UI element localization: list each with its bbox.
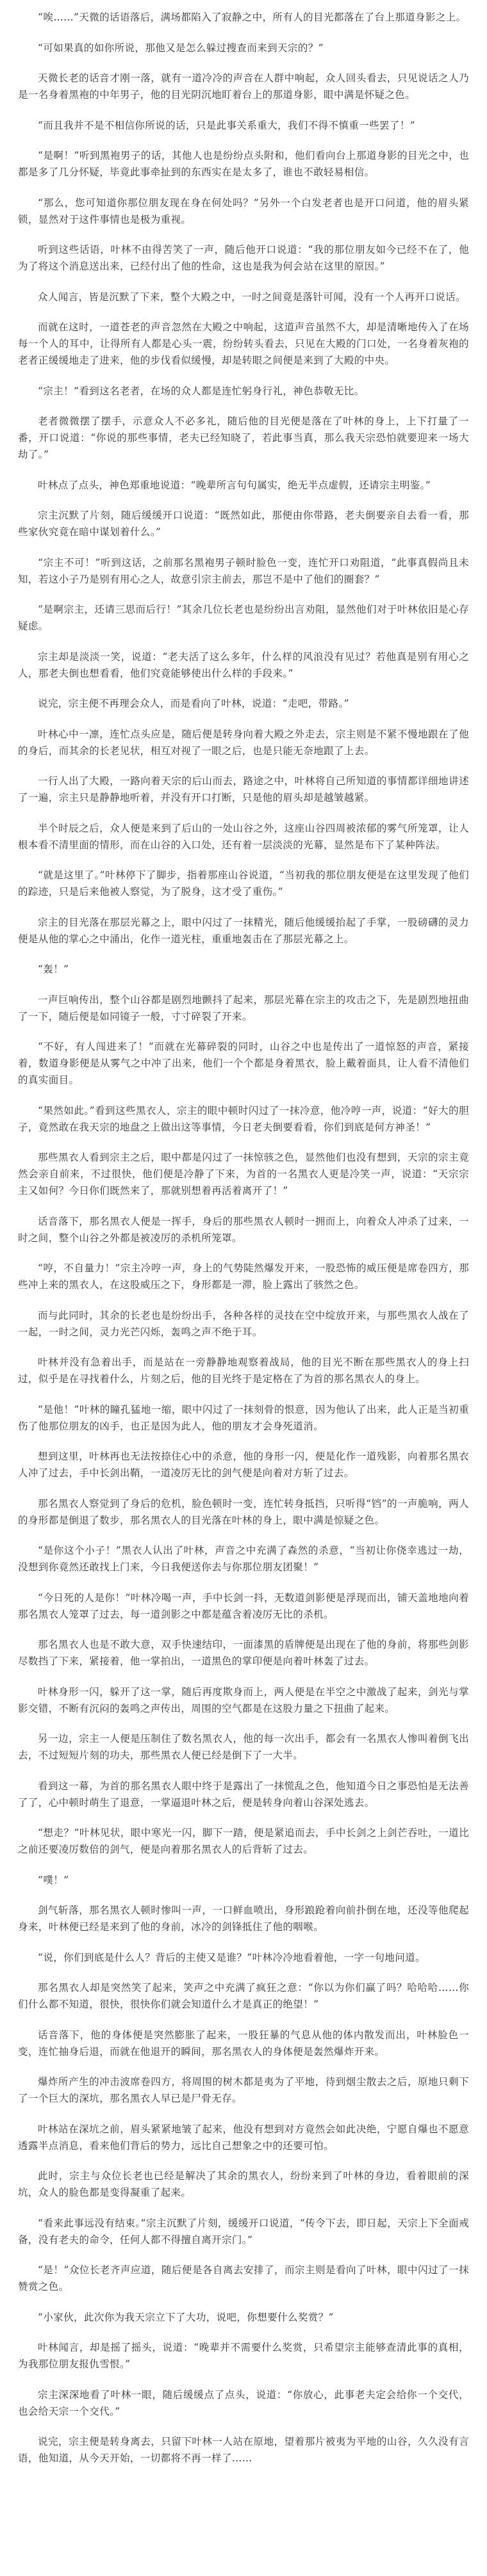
story-paragraph: “那么，您可知道你那位朋友现在身在何处吗？”另外一个白发老者也是开口问道，他的眉头紧锁，显然对于这件事情也是极为重视。 [18, 197, 469, 225]
story-paragraph: “轰！” [38, 963, 69, 975]
story-paragraph: 叶林身形一闪，躲开了这一掌，随后再度欺身而上，两人便是在半空之中激战了起来，剑光与掌影交错，不断有沉闷的轰鸣之声传出，周围的空气都是在这股力量之下扭曲了起来。 [18, 1686, 469, 1714]
story-paragraph: “而且我并不是不相信你所说的话，只是此事关系重大，我们不得不慎重一些罢了！” [38, 119, 416, 131]
story-paragraph: 宗主却是淡淡一笑，说道：“老夫活了这么多年，什么样的风浪没有见过？若他真是别有用心之人，那老夫倒也想看看，他们究竟能够使出什么样的手段来。” [18, 650, 469, 679]
story-paragraph: 天微长老的话音才刚一落，就有一道冷冷的声音在人群中响起，众人回头看去，只见说话之人乃是一名身着黑袍的中年男子，他的目光阴沉地盯着台上的那道身影，眼中满是怀疑之色。 [18, 72, 469, 101]
story-paragraph: 听到这些话语，叶林不由得苦笑了一声，随后他开口说道：“我的那位朋友如今已经不在了，他为了将这个消息送出来，已经付出了他的性命，这也是我为何会站在这里的原因。” [18, 244, 469, 272]
story-paragraph: “可如果真的如你所说，那他又是怎么躲过搜查而来到天宗的？” [38, 42, 324, 54]
story-paragraph: 想到这里，叶林再也无法按捺住心中的杀意，他的身形一闪，便是化作一道残影，向着那名黑衣人冲了过去，手中长剑出鞘，一道凌厉无比的剑气便是向着对方斩了过去。 [18, 1451, 469, 1479]
story-paragraph: 那名黑衣人也是不敢大意，双手快速结印，一面漆黑的盾牌便是出现在了他的身前，将那些剑影尽数挡了下来，紧接着，他一掌拍出，一道黑色的掌印便是向着叶林轰了过去。 [18, 1639, 469, 1667]
story-paragraph: “是他！”叶林的瞳孔猛地一缩，眼中闪过了一抹刻骨的恨意，因为他认了出来，此人正是当初重伤了他那位朋友的凶手，也正是因为此人，他的朋友才会身死道消。 [18, 1403, 469, 1432]
story-paragraph: 而就在这时，一道苍老的声音忽然在大殿之中响起，这道声音虽然不大，却是清晰地传入了在场每一个人的耳中，让得所有人都是心头一震，纷纷转头看去，只见在大殿的门口处，一名身着灰袍的老者正缓缓地走了进来，他的步伐看似缓慢，却是转眼之间便是来到了大殿的中央。 [18, 321, 469, 366]
story-paragraph: 叶林点了点头，神色郑重地说道：“晚辈所言句句属实，绝无半点虚假，还请宗主明鉴。” [38, 479, 431, 491]
story-paragraph: “是！”众位长老齐声应道，随后便是各自离去安排了，而宗主则是看向了叶林，眼中闪过了一抹赞赏之色。 [18, 2264, 469, 2292]
story-paragraph: 宗主深深地看了叶林一眼，随后缓缓点了点头，说道：“你放心，此事老夫定会给你一个交代，也会给天宗一个交代。” [18, 2388, 469, 2417]
story-paragraph: “宗主不可！”听到这话，之前那名黑袍男子顿时脸色一变，连忙开口劝阻道，“此事真假尚且未知，若这小子乃是别有用心之人，故意引宗主前去，那岂不是中了他们的圈套？” [18, 556, 469, 585]
story-paragraph: 一行人出了大殿，一路向着天宗的后山而去，路途之中，叶林将自己所知道的事情都详细地讲述了一遍，宗主只是静静地听着，并没有开口打断，只是他的眉头却是越皱越紧。 [18, 775, 469, 803]
story-paragraph: 另一边，宗主一人便是压制住了数名黑衣人，他的每一次出手，都会有一名黑衣人惨叫着倒飞出去，不过短短片刻的功夫，那些黑衣人便已经是倒下了一大半。 [18, 1733, 469, 1761]
story-paragraph: 话音落下，他的身体便是突然膨胀了起来，一股狂暴的气息从他的体内散发而出，叶林脸色一变，连忙抽身后退，而就在他退开的瞬间，那名黑衣人的身体便是轰然爆炸开来。 [18, 2029, 469, 2057]
story-paragraph: “果然如此。”看到这些黑衣人，宗主的眼中顿时闪过了一抹冷意，他冷哼一声，说道：“好大的胆子，竟然敢在我天宗的地盘之上做出这等事情，今日老夫倒要看看，你们到底是何方神圣！” [18, 1104, 469, 1133]
story-paragraph: “宗主！”看到这名老者，在场的众人都是连忙躬身行礼，神色恭敬无比。 [38, 385, 365, 397]
story-paragraph: “不好，有人闯进来了！”而就在光幕碎裂的同时，山谷之中也是传出了一道惊怒的声音，紧接着，数道身影便是从雾气之中冲了出来，他们一个个都是身着黑衣，脸上戴着面具，让人看不清他们的真实面目。 [18, 1041, 469, 1086]
story-paragraph: “噗！” [38, 1874, 69, 1886]
story-paragraph: 看到这一幕，为首的那名黑衣人眼中终于是露出了一抹慌乱之色，他知道今日之事恐怕是无法善了了，心中顿时萌生了退意，一掌逼退叶林之后，便是转身向着山谷深处逃去。 [18, 1780, 469, 1808]
story-paragraph: 叶林心中一凛，连忙点头应是，随后便是转身向着大殿之外走去，宗主则是不紧不慢地跟在了他的身后，而其余的长老见状，相互对视了一眼之后，也是只能无奈地跟了上去。 [18, 728, 469, 757]
story-paragraph: “今日死的人是你！”叶林冷喝一声，手中长剑一抖，无数道剑影便是浮现而出，铺天盖地地向着那名黑衣人笼罩了过去，每一道剑影之中都是蕴含着凌厉无比的杀机。 [18, 1591, 469, 1620]
story-paragraph: 爆炸所产生的冲击波席卷四方，将周围的树木都是夷为了平地，待到烟尘散去之后，原地只剩下了一个巨大的深坑，那名黑衣人早已是尸骨无存。 [18, 2076, 469, 2104]
story-paragraph: 而与此同时，其余的长老也是纷纷出手，各种各样的灵技在空中绽放开来，与那些黑衣人战在了一起，一时之间，灵力光芒闪烁，轰鸣之声不绝于耳。 [18, 1309, 469, 1338]
story-paragraph: 说完，宗主便不再理会众人，而是看向了叶林，说道：“走吧，带路。” [38, 698, 349, 709]
story-paragraph: 宗主沉默了片刻，随后缓缓开口说道：“既然如此，那便由你带路，老夫倒要亲自去看一看，那些家伙究竟在暗中谋划着什么。” [18, 510, 469, 538]
story-paragraph: 那名黑衣人察觉到了身后的危机，脸色顿时一变，连忙转身抵挡，只听得“铛”的一声脆响，两人的身形都是倒退了数步，那名黑衣人的目光落在叶林的身上，眼中满是惊疑之色。 [18, 1497, 469, 1526]
story-paragraph: 叶林闻言，却是摇了摇头，说道：“晚辈并不需要什么奖赏，只希望宗主能够查清此事的真相，为我那位朋友报仇雪恨。” [18, 2342, 469, 2370]
story-paragraph: 众人闻言，皆是沉默了下来，整个大殿之中，一时之间竟是落针可闻，没有一个人再开口说话。 [38, 291, 466, 303]
story-paragraph: 话音落下，那名黑衣人便是一挥手，身后的那些黑衣人顿时一拥而上，向着众人冲杀了过来，一时之间，整个山谷之外都是被凌厉的杀机所笼罩。 [18, 1215, 469, 1244]
story-paragraph: 宗主的目光落在那层光幕之上，眼中闪过了一抹精光，随后他缓缓抬起了手掌，一股磅礴的灵力便是从他的掌心之中涌出，化作一道光柱，重重地轰击在了那层光幕之上。 [18, 916, 469, 945]
story-paragraph: “想走？”叶林见状，眼中寒光一闪，脚下一踏，便是紧追而去，手中长剑之上剑芒吞吐，一道比之前还要凌厉数倍的剑气，便是向着那名黑衣人的后背斩了过去。 [18, 1827, 469, 1855]
story-paragraph: “哼，不自量力！”宗主冷哼一声，身上的气势陡然爆发开来，一股恐怖的威压便是席卷四方，那些冲上来的黑衣人，在这股威压之下，身形都是一滞，脸上露出了骇然之色。 [18, 1262, 469, 1291]
story-paragraph: 半个时辰之后，众人便是来到了后山的一处山谷之外，这座山谷四周被浓郁的雾气所笼罩，让人根本看不清里面的情形，而在山谷的入口处，还有着一层淡淡的光幕，显然是布下了某种阵法。 [18, 822, 469, 851]
story-paragraph: 那些黑衣人看到宗主之后，眼中都是闪过了一抹惊骇之色，显然他们也没有想到，天宗的宗主竟然会亲自前来，不过很快，他们便是冷静了下来，为首的一名黑衣人更是冷笑一声，说道：“天宗宗主又如何？今日你们既然来了，那就别想着再活着离开了！” [18, 1152, 469, 1196]
story-paragraph: 说完，宗主便是转身离去，只留下叶林一人站在原地，望着那片被夷为平地的山谷，久久没有言语，他知道，从今天开始，一切都将不再一样了…… [18, 2436, 469, 2464]
story-paragraph: “小家伙，此次你为我天宗立下了大功，说吧，你想要什么奖赏？” [38, 2311, 334, 2323]
story-paragraph: 叶林并没有急着出手，而是站在一旁静静地观察着战局，他的目光不断在那些黑衣人的身上扫过，似乎是在寻找着什么，片刻之后，他的目光终于是定格在了为首的那名黑衣人的身上。 [18, 1356, 469, 1385]
story-paragraph: 老者微微摆了摆手，示意众人不必多礼，随后他的目光便是落在了叶林的身上，上下打量了一番，开口说道：“你说的那些事情，老夫已经知晓了，若此事当真，那么我天宗恐怕就要迎来一场大劫了。” [18, 415, 469, 460]
story-paragraph: 剑气斩落，那名黑衣人顿时惨叫一声，一口鲜血喷出，身形踉跄着向前扑倒在地，还没等他爬起身来，叶林便已经是来到了他的身前，冰冷的剑锋抵住了他的咽喉。 [18, 1904, 469, 1933]
story-paragraph: “看来此事远没有结束。”宗主沉默了片刻，缓缓开口说道，“传令下去，即日起，天宗上下全面戒备，没有老夫的命令，任何人都不得擅自离开宗门。” [18, 2217, 469, 2246]
story-paragraph: 一声巨响传出，整个山谷都是剧烈地颤抖了起来，那层光幕在宗主的攻击之下，先是剧烈地扭曲了一下，随后便是如同镜子一般，寸寸碎裂了开来。 [18, 994, 469, 1022]
story-paragraph: “是啊宗主，还请三思而后行！”其余几位长老也是纷纷出言劝阻，显然他们对于叶林依旧是心存疑虑。 [18, 604, 469, 632]
story-paragraph: 此时，宗主与众位长老也已经是解决了其余的黑衣人，纷纷来到了叶林的身边，看着眼前的深坑，众人的脸色都是变得凝重了起来。 [18, 2170, 469, 2198]
story-paragraph: “唉……”天微的话语落后，满场都陷入了寂静之中，所有人的目光都落在了台上那道身影之上。 [38, 12, 466, 23]
story-paragraph: “是啊！”听到黑袍男子的话，其他人也是纷纷点头附和，他们看向台上那道身影的目光之中，也都是多了几分怀疑，毕竟此事牵扯到的东西实在是太多了，谁也不敢轻易相信。 [18, 150, 469, 178]
story-paragraph: “说，你们到底是什么人？背后的主使又是谁？”叶林冷冷地看着他，一字一句地问道。 [38, 1951, 425, 1963]
story-paragraph: 叶林站在深坑之前，眉头紧紧地皱了起来，他没有想到对方竟然会如此决绝，宁愿自爆也不愿意透露半点消息，看来他们背后的势力，远比自己想象之中的还要可怕。 [18, 2123, 469, 2152]
story-paragraph: “是你这个小子！”黑衣人认出了叶林，声音之中充满了森然的杀意，“当初让你侥幸逃过一劫，没想到你竟然还敢找上门来，今日我便送你去与你那位朋友团聚！” [18, 1545, 469, 1573]
story-paragraph: 那名黑衣人却是突然笑了起来，笑声之中充满了疯狂之意：“你以为你们赢了吗？哈哈哈……你们什么都不知道，很快，很快你们就会知道什么才是真正的绝望！” [18, 1982, 469, 2010]
article-body [18, 9, 469, 2467]
story-paragraph: “就是这里了。”叶林停下了脚步，指着那座山谷说道，“当初我的那位朋友便是在这里发现了他们的踪迹，只是后来他被人察觉，为了脱身，这才受了重伤。” [18, 869, 469, 898]
